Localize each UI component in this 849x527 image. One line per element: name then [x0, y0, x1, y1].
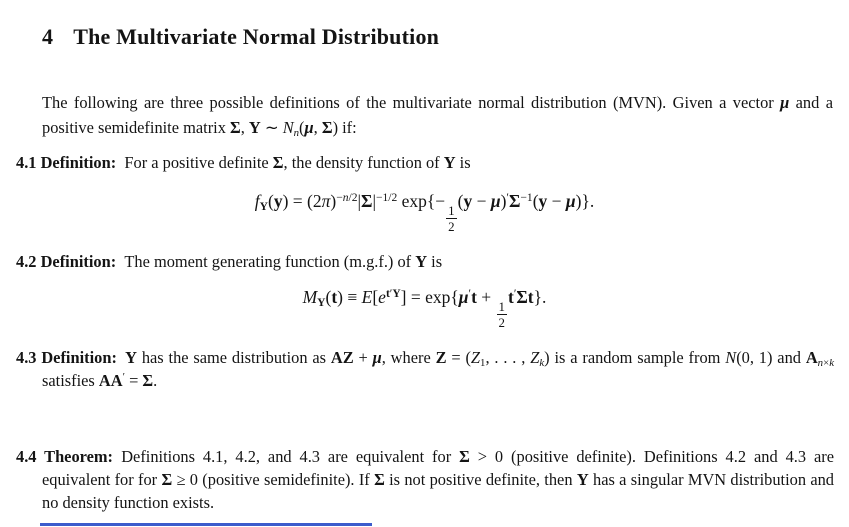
- section-title: The Multivariate Normal Distribution: [73, 23, 440, 49]
- bottom-blue-rule: [40, 523, 372, 526]
- section-heading: [42, 24, 439, 50]
- section-number: 4: [42, 23, 54, 49]
- mgf-equation: $MY(t) \equiv E[e^{t'Y}] = \exp\{\mu't$ + $\frac{1}{2}$ t′Σt}.: [302, 287, 547, 331]
- definition-4-1: 4.1 Definition: For a positive definite Σ, the density function of Y is: [16, 153, 471, 172]
- density-function-equation: $fY(y) = (2\pi)^{-n/2}|\Sigma|^{-1/2}$ exp{− $\frac{1}{2}$ $(y - \mu)'\Sigma^{-1}(y - \mu)$}.: [254, 191, 595, 235]
- theorem-4-4: 4.4 Theorem: Definitions 4.1, 4.2, and 4.3 are equivalent for Σ > 0 (positive definite). Definitions 4.2 and 4.3 are equivalent for for Σ ≥ 0 (positive semidefinite). If Σ is not positive definite, then Y has a singular MVN distribution and no density function exists.: [16, 447, 834, 512]
- definition-4-2: 4.2 Definition: The moment generating function (m.g.f.) of Y is: [16, 252, 443, 271]
- definition-4-3: 4.3 Definition: Y has the same distribution as AZ + μ, where Z = (Z1, . . . , Zk) is a random sample from N(0, 1) and An×k satisfies AA′ = Σ.: [16, 348, 834, 390]
- intro-paragraph: The following are three possible definitions of the multivariate normal distribution (MVN). Given a vector μ and a positive semidefinite matrix Σ, Y ∼ Nn(μ, Σ) if:: [42, 93, 833, 139]
